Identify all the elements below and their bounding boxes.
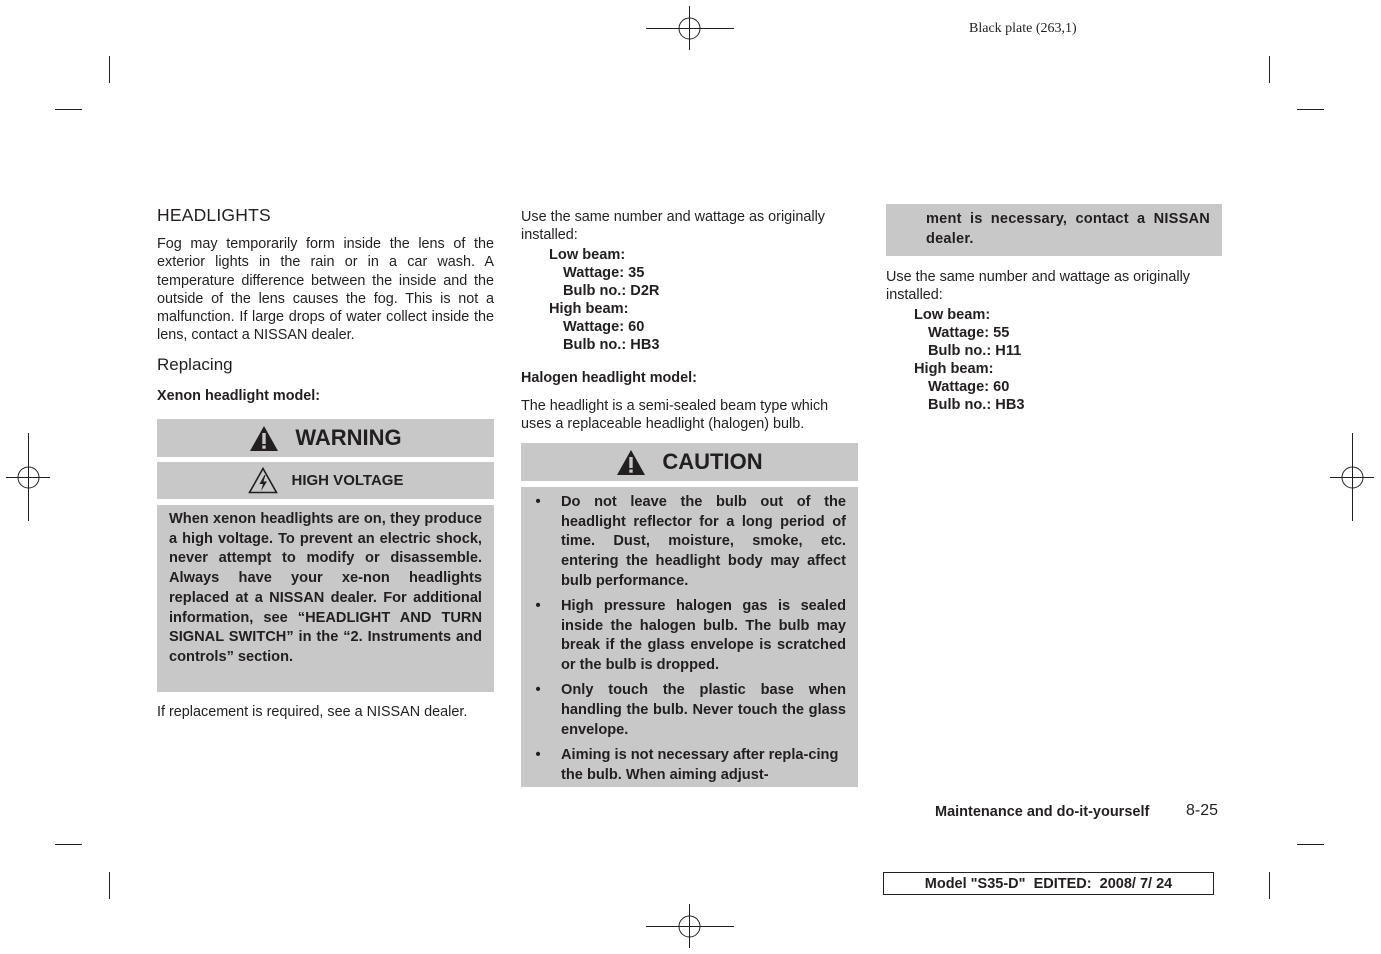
section-heading: HEADLIGHTS [157, 205, 271, 225]
registration-mark-right [1340, 465, 1365, 490]
spec-line: Wattage: 60 [928, 379, 1010, 395]
spec-line: Low beam: [914, 307, 991, 323]
replacing-subheading: Replacing [157, 355, 233, 374]
caution-list [521, 493, 858, 791]
wattage-intro: Use the same number and wattage as originally installed: [521, 209, 825, 244]
footer-section-title: Maintenance and do-it-yourself [935, 804, 1150, 820]
registration-mark-left [16, 465, 41, 490]
spec-line: Bulb no.: D2R [563, 283, 660, 299]
halogen-description: The headlight is a semi-sealed beam type which uses a replaceable headlight (halogen) bulb. [521, 398, 829, 433]
caution-continued-text: ment is necessary, contact a NISSAN dealer. [926, 211, 1210, 247]
warning-title: WARNING [295, 425, 402, 450]
spec-line: Low beam: [549, 247, 626, 263]
model-edited-box: Model "S35-D" EDITED: 2008/ 7/ 24 [883, 872, 1214, 895]
spec-line: High beam: [914, 361, 994, 377]
spec-line: High beam: [549, 301, 629, 317]
spec-line: Wattage: 35 [563, 265, 645, 281]
registration-mark-top [677, 16, 702, 41]
high-voltage-header [157, 462, 494, 499]
wattage-intro-right: Use the same number and wattage as originally installed: [886, 269, 1190, 304]
spec-line: Wattage: 55 [928, 325, 1010, 341]
high-voltage-icon [248, 467, 278, 494]
registration-mark-bottom [677, 914, 702, 939]
warning-triangle-icon [249, 425, 279, 452]
warning-text: When xenon headlights are on, they produce a high voltage. To prevent an electric shock, never attempt to modify or disassemble. Always have your xe-non headlights replaced at a NISSAN dealer. For additional information, see “HEADLIGHT AND TURN SIGNAL SWITCH” in the “2. Instruments and controls” section. [169, 511, 482, 665]
caution-triangle-icon [616, 449, 646, 476]
xenon-model-label: Xenon headlight model: [157, 388, 321, 404]
caution-title: CAUTION [662, 449, 763, 474]
page-number: 8-25 [1186, 802, 1219, 819]
caution-header [521, 443, 858, 481]
spec-line: Bulb no.: HB3 [563, 337, 660, 353]
caution-item: • Only touch the plastic base when handling the bulb. Never touch the glass envelope. [535, 682, 846, 738]
caution-item: • High pressure halogen gas is sealed inside the halogen bulb. The bulb may break if the glass envelope is scratched or the bulb is dropped. [535, 598, 846, 674]
spec-line: Bulb no.: HB3 [928, 397, 1025, 413]
halogen-model-label: Halogen headlight model: [521, 370, 697, 386]
spec-line: Wattage: 60 [563, 319, 645, 335]
xenon-spec-list [521, 246, 659, 354]
replacement-note: If replacement is required, see a NISSAN dealer. [157, 704, 468, 720]
plate-label: Black plate (263,1) [969, 21, 1077, 36]
right-spec-list [886, 306, 1024, 414]
caution-item: • Aiming is not necessary after repla-cing the bulb. When aiming adjust- [535, 746, 839, 783]
spec-line: Bulb no.: H11 [928, 343, 1022, 359]
caution-item: • Do not leave the bulb out of the headlight reflector for a long period of time. Dust, moisture, smoke, etc. entering the headlight body may affect bulb performance. [535, 494, 846, 589]
high-voltage-title: HIGH VOLTAGE [291, 472, 404, 489]
intro-paragraph: Fog may temporarily form inside the lens of the exterior lights in the rain or in a car wash. A temperature difference between the inside and the outside of the lens causes the fog. This is not a malfunction. If large drops of water collect inside the lens, contact a NISSAN dealer. [157, 236, 494, 344]
warning-header [157, 419, 494, 457]
